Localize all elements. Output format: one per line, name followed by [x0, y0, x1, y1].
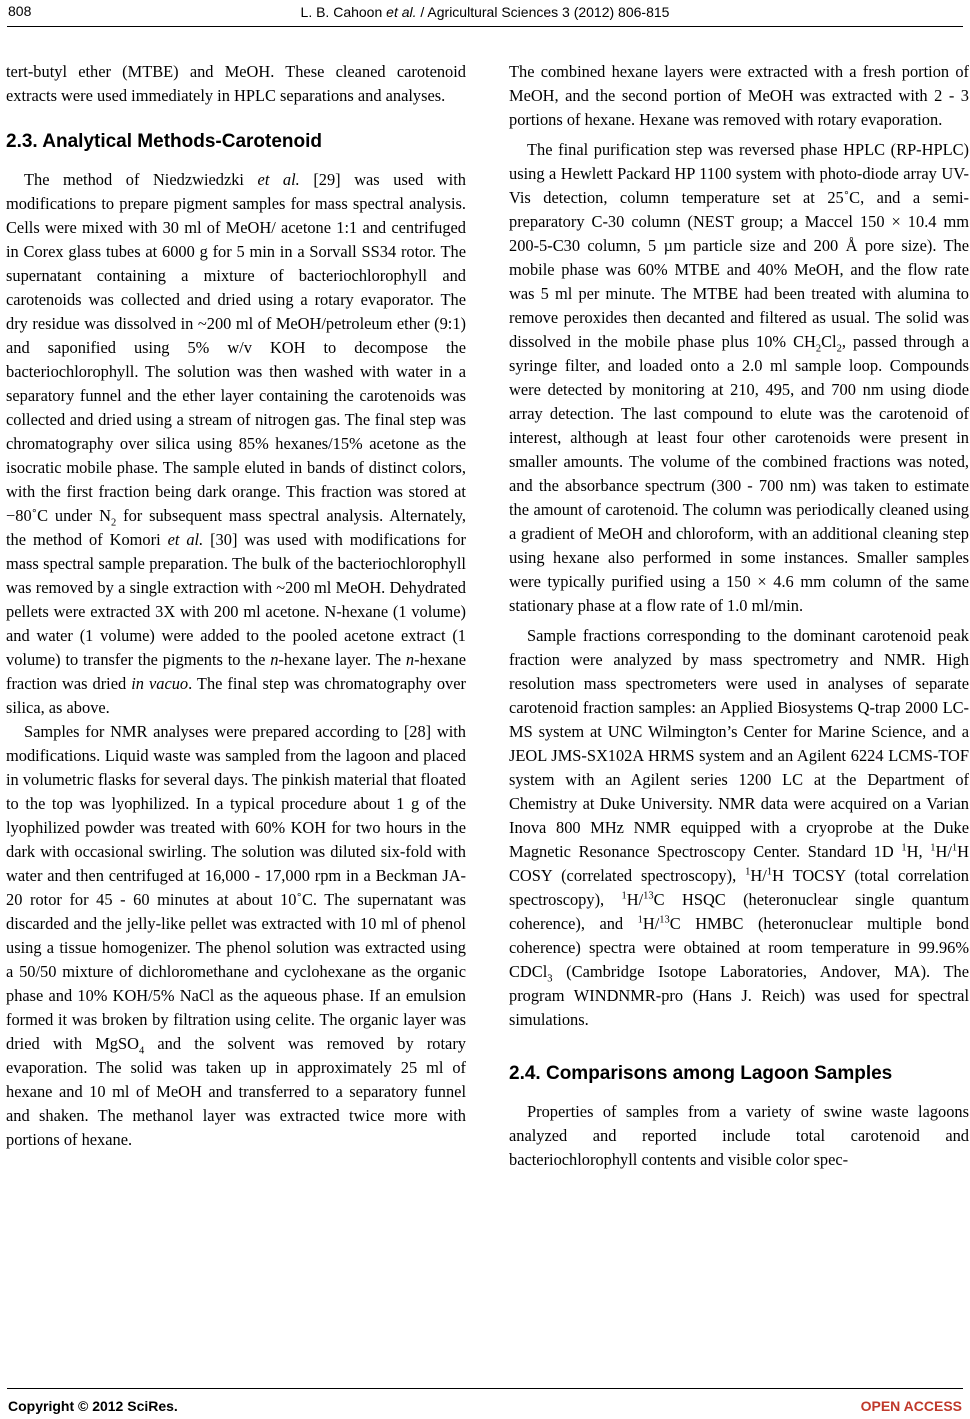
- paragraph-nmr-samples: Samples for NMR analyses were prepared according to [28] with modifications. Liquid waste was sampled from the lagoon and placed in volumetric flasks for several days. The pinkish material that floated to the top was lyophilized. In a typical procedure about 1 g of the lyophilized powder was treated with 60% KOH for two hours in the dark with occasional swirling. The solution was diluted six-fold with water and then centrifuged at 16,000 - 17,000 rpm in a Beckman JA-20 rotor for 45 - 60 minutes at about 10˚C. The supernatant was discarded and the jelly-like pellet was extracted with 10 ml of phenol using a tissue homogenizer. The phenol solution was extracted using a 50/50 mixture of dichloromethane and cyclohexane as the organic phase and 10% KOH/5% NaCl as the aqueous phase. If an emulsion formed it was broken by filtration using celite. The organic layer was dried with MgSO$_4$ and the solvent was removed by rotary evaporation. The solid was taken up in approximately 25 ml of hexane and 10 ml of MeOH and transferred to a separatory funnel and shaken. The methanol layer was extracted twice more with portions of hexane.: [6, 722, 466, 1149]
- open-access-label: OPEN ACCESS: [860, 1398, 962, 1414]
- paragraph-carotenoid-method: The method of Niedzwiedzki et al. [29] was used with modifications to prepare pigment samples for mass spectral analysis. Cells were mixed with 30 ml of MeOH/ acetone 1:1 and centrifuged in Corex glass tubes at 6000 g for 5 min in a Sorvall SS34 rotor. The supernatant containing a mixture of bacteriochlorophyll and carotenoids was collected and dried using a rotary evaporator. The dry residue was dissolved in ~200 ml of MeOH/petroleum ether (9:1) and saponified using 5% w/v KOH to decompose the bacteriochlorophyll. The solution was then washed with water in a separatory funnel and the ether layer containing the carotenoids was collected and dried using a stream of nitrogen gas. The final step was chromatography over silica using 85% hexanes/15% acetone as the isocratic mobile phase. The sample eluted in bands of distinct colors, with the first fraction being dark orange. This fraction was stored at −80˚C under $N_2$ for subsequent mass spectral analysis. Alternately, the method of Komori et al. [30] was used with modifications for mass spectral sample preparation. The bulk of the bacteriochlorophyll was removed by a single extraction with ~200 ml MeOH. Dehydrated pellets were extracted 3X with 200 ml acetone. N-hexane (1 volume) and water (1 volume) were added to the pooled acetone extract (1 volume) to transfer the pigments to the n-hexane layer. The n-hexane fraction was dried in vacuo. The final step was chromatography over silica, as above.: [6, 170, 466, 717]
- paragraph-hplc: The final purification step was reversed phase HPLC (RP-HPLC) using a Hewlett Packard HP 1100 system with photo-diode array UV-Vis detection, column temperature set at 25˚C, and a semi-preparatory C-30 column (NEST group; a Maccel 150 × 10.4 mm 200-5-C30 column, 5 µm particle size and 200 Å pore size). The mobile phase was 60% MTBE and 40% MeOH, and the flow rate was 5 ml per minute. The MTBE had been treated with alumina to remove peroxides then decanted and filtered as usual. The solid was dissolved in the mobile phase plus 10% $CH_2Cl_2$, passed through a syringe filter, and loaded onto a 2.0 ml sample loop. Compounds were detected by monitoring at 210, 495, and 700 nm using diode array detection. The last compound to elute was the carotenoid of interest, although at least four other carotenoids were present in smaller amounts. The volume of the combined fractions was noted, and the absorbance spectrum (300 - 700 nm) was taken to estimate the amount of carotenoid. The column was periodically cleaned using a gradient of MeOH and chloroform, with an additional cleaning step using hexane also performed in some instances. Smaller samples were typically purified using a 150 × 4.6 mm column of the same stationary phase at a flow rate of 1.0 ml/min.: [509, 140, 969, 615]
- section-heading-2-3: 2.3. Analytical Methods-Carotenoid: [6, 131, 323, 152]
- copyright-notice: Copyright © 2012 SciRes.: [8, 1398, 178, 1414]
- header-rule: [7, 26, 963, 27]
- footer-rule: [7, 1388, 963, 1389]
- running-title: L. B. Cahoon et al. / Agricultural Sciences 3 (2012) 806-815: [300, 4, 670, 20]
- paragraph-mass-spec-nmr: Sample fractions corresponding to the dominant carotenoid peak fraction were analyzed by mass spectrometry and NMR. High resolution mass spectrometers were used in analyses of separate carotenoid fraction samples: an Applied Biosystems Q-trap 2000 LC-MS system at UNC Wilmington’s Center for Marine Science, and a JEOL JMS-SX102A HRMS system and an Agilent 6224 LCMS-TOF system with an Agilent series 1200 LC at the Department of Chemistry at Duke University. NMR data were acquired on a Varian Inova 800 MHz NMR equipped with a cryoprobe at the Duke Magnetic Resonance Spectroscopy Center. Standard 1D $^1$H, $^1$H/$^1$H COSY (correlated spectroscopy), $^1$H/$^1$H TOCSY (total correlation spectroscopy), $^1$H/$^{13}$C HSQC (heteronuclear single quantum coherence), and $^1$H/$^{13}$C HMBC (heteronuclear multiple bond coherence) spectra were obtained at room temperature in 99.96% CDCl$_3$ (Cambridge Isotope Laboratories, Andover, MA). The program WINDNMR-pro (Hans J. Reich) was used for spectral simulations.: [509, 626, 969, 1029]
- left-column: [6, 60, 466, 1152]
- right-column: [509, 60, 969, 1172]
- paragraph-lagoon-comparison: Properties of samples from a variety of swine waste lagoons analyzed and reported include total carotenoid and bacteriochlorophyll contents and visible color spec-: [509, 1102, 969, 1169]
- paragraph-hexane: The combined hexane layers were extracted with a fresh portion of MeOH, and the second portion of MeOH was extracted with 2 - 3 portions of hexane. Hexane was removed with rotary evaporation.: [509, 62, 969, 129]
- page-number: 808: [8, 3, 32, 19]
- section-heading-2-4: 2.4. Comparisons among Lagoon Samples: [509, 1063, 893, 1084]
- paragraph-continued: tert-butyl ether (MTBE) and MeOH. These cleaned carotenoid extracts were used immediately in HPLC separations and analyses.: [6, 62, 466, 105]
